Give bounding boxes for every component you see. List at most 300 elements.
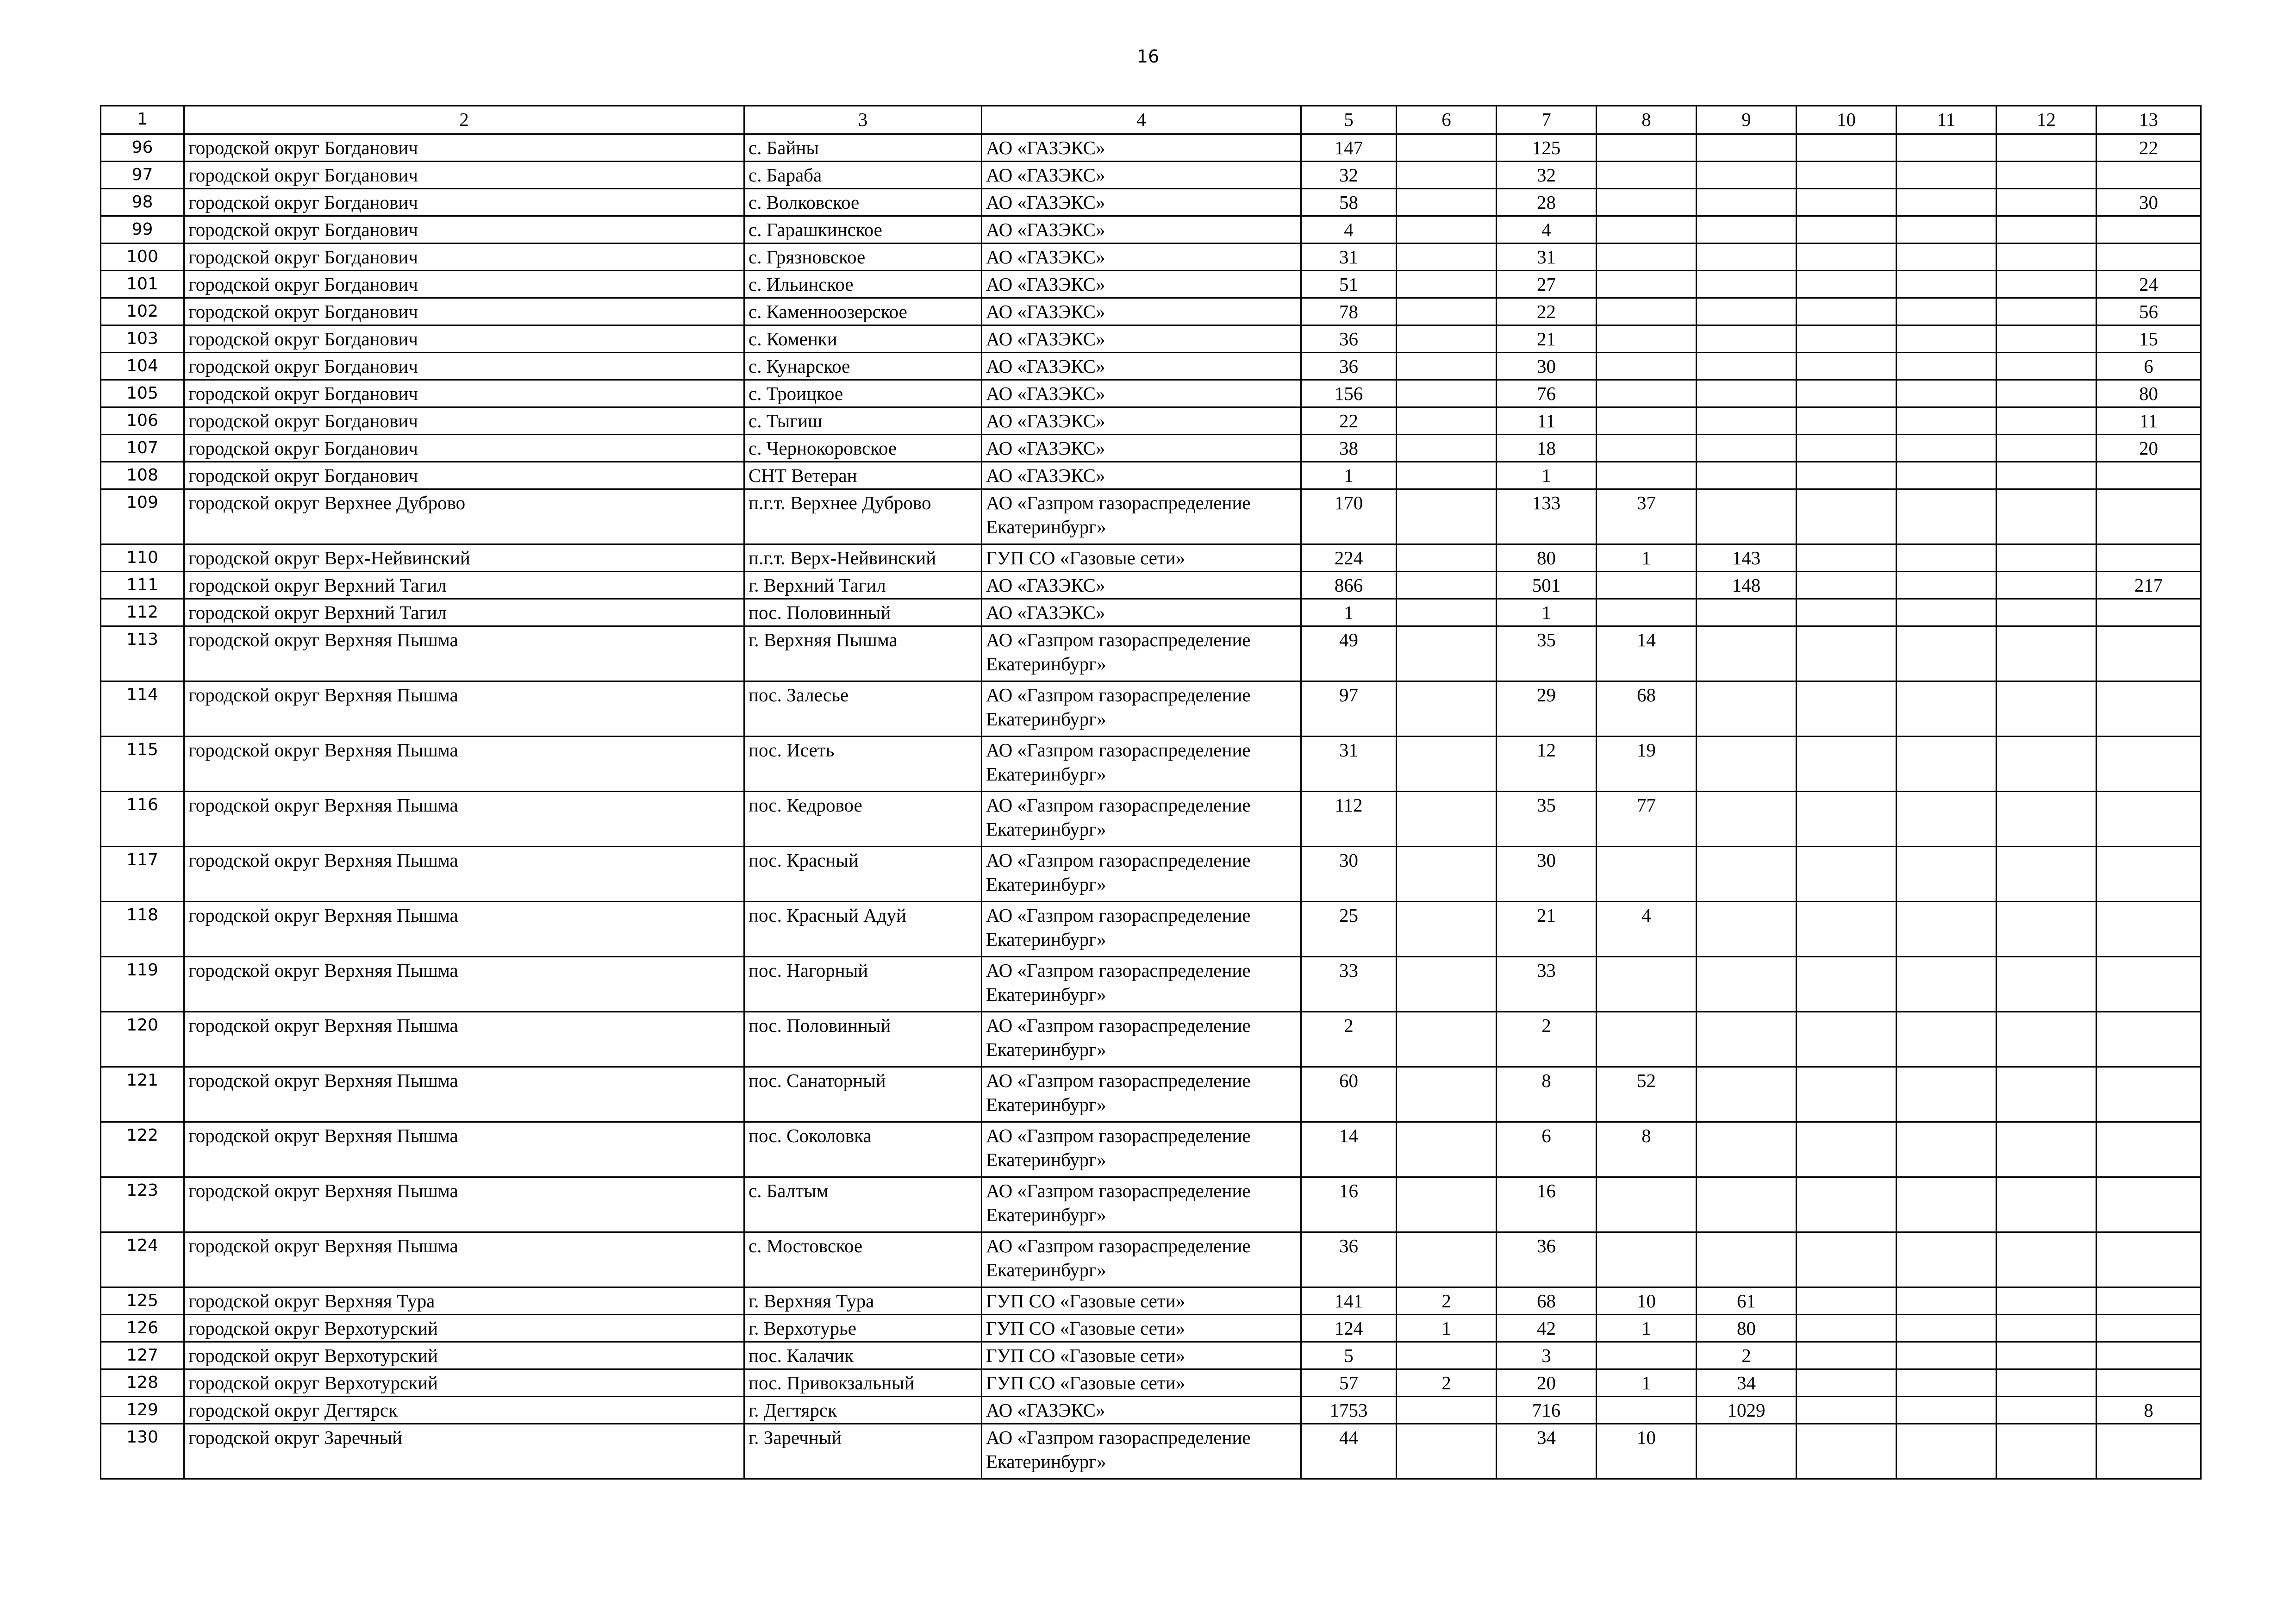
value-cell-col-7: 6 — [1497, 1122, 1597, 1177]
value-cell-col-13: 24 — [2096, 271, 2201, 298]
value-cell-col-12 — [1997, 599, 2096, 626]
value-cell-col-13 — [2096, 1232, 2201, 1287]
value-cell-col-13 — [2096, 244, 2201, 271]
value-cell-col-7: 34 — [1497, 1424, 1597, 1479]
settlement-cell: г. Верхотурье — [744, 1315, 982, 1342]
settlement-cell: с. Байны — [744, 134, 982, 162]
value-cell-col-9: 34 — [1697, 1369, 1797, 1397]
value-cell-col-10 — [1797, 572, 1897, 599]
value-cell-col-10 — [1797, 1067, 1897, 1122]
value-cell-col-5: 31 — [1301, 244, 1397, 271]
column-header: 3 — [744, 106, 982, 134]
table-row — [101, 902, 2201, 957]
organization-cell: АО «ГАЗЭКС» — [982, 271, 1301, 298]
settlement-cell: с. Коменки — [744, 325, 982, 353]
value-cell-col-13 — [2096, 1342, 2201, 1369]
value-cell-col-6 — [1397, 407, 1497, 435]
value-cell-col-12 — [1997, 1397, 2096, 1424]
value-cell-col-10 — [1797, 737, 1897, 792]
value-cell-col-8 — [1597, 1232, 1697, 1287]
organization-cell: АО «Газпром газораспределение Екатеринбург» — [982, 1177, 1301, 1232]
value-cell-col-7: 16 — [1497, 1177, 1597, 1232]
organization-cell: ГУП СО «Газовые сети» — [982, 1315, 1301, 1342]
value-cell-col-12 — [1997, 380, 2096, 407]
value-cell-col-8 — [1597, 244, 1697, 271]
value-cell-col-5: 97 — [1301, 681, 1397, 737]
value-cell-col-6 — [1397, 271, 1497, 298]
value-cell-col-9 — [1697, 271, 1797, 298]
value-cell-col-10 — [1797, 1177, 1897, 1232]
gas-distribution-table — [100, 105, 2202, 1480]
value-cell-col-13 — [2096, 1315, 2201, 1342]
municipality-cell: городской округ Богданович — [184, 189, 744, 216]
row-number: 123 — [101, 1177, 184, 1232]
value-cell-col-8 — [1597, 599, 1697, 626]
value-cell-col-5: 112 — [1301, 792, 1397, 847]
value-cell-col-6: 2 — [1397, 1369, 1497, 1397]
value-cell-col-13 — [2096, 737, 2201, 792]
row-number: 105 — [101, 380, 184, 407]
municipality-cell: городской округ Верхняя Пышма — [184, 1012, 744, 1067]
settlement-cell: пос. Половинный — [744, 1012, 982, 1067]
row-number: 101 — [101, 271, 184, 298]
value-cell-col-7: 33 — [1497, 957, 1597, 1012]
value-cell-col-11 — [1897, 435, 1997, 462]
value-cell-col-12 — [1997, 626, 2096, 681]
value-cell-col-11 — [1897, 271, 1997, 298]
table-row — [101, 626, 2201, 681]
row-number: 125 — [101, 1287, 184, 1315]
organization-cell: АО «ГАЗЭКС» — [982, 189, 1301, 216]
organization-cell: АО «Газпром газораспределение Екатеринбург» — [982, 626, 1301, 681]
value-cell-col-6 — [1397, 216, 1497, 244]
row-number: 100 — [101, 244, 184, 271]
value-cell-col-12 — [1997, 1369, 2096, 1397]
value-cell-col-5: 78 — [1301, 298, 1397, 325]
value-cell-col-8: 10 — [1597, 1424, 1697, 1479]
value-cell-col-7: 76 — [1497, 380, 1597, 407]
value-cell-col-11 — [1897, 957, 1997, 1012]
value-cell-col-9 — [1697, 244, 1797, 271]
value-cell-col-6 — [1397, 1122, 1497, 1177]
settlement-cell: пос. Калачик — [744, 1342, 982, 1369]
value-cell-col-5: 1 — [1301, 462, 1397, 489]
value-cell-col-6 — [1397, 380, 1497, 407]
value-cell-col-9: 148 — [1697, 572, 1797, 599]
municipality-cell: городской округ Богданович — [184, 134, 744, 162]
value-cell-col-7: 35 — [1497, 792, 1597, 847]
value-cell-col-7: 42 — [1497, 1315, 1597, 1342]
municipality-cell: городской округ Дегтярск — [184, 1397, 744, 1424]
settlement-cell: с. Чернокоровское — [744, 435, 982, 462]
value-cell-col-10 — [1797, 462, 1897, 489]
value-cell-col-12 — [1997, 134, 2096, 162]
table-row — [101, 1177, 2201, 1232]
value-cell-col-10 — [1797, 134, 1897, 162]
value-cell-col-13 — [2096, 1067, 2201, 1122]
settlement-cell: пос. Санаторный — [744, 1067, 982, 1122]
settlement-cell: пос. Красный — [744, 847, 982, 902]
value-cell-col-9 — [1697, 353, 1797, 380]
value-cell-col-9: 1029 — [1697, 1397, 1797, 1424]
value-cell-col-10 — [1797, 353, 1897, 380]
organization-cell: АО «ГАЗЭКС» — [982, 298, 1301, 325]
column-header: 11 — [1897, 106, 1997, 134]
row-number: 111 — [101, 572, 184, 599]
value-cell-col-11 — [1897, 1369, 1997, 1397]
value-cell-col-5: 57 — [1301, 1369, 1397, 1397]
table-row — [101, 380, 2201, 407]
value-cell-col-8 — [1597, 1177, 1697, 1232]
value-cell-col-7: 36 — [1497, 1232, 1597, 1287]
municipality-cell: городской округ Заречный — [184, 1424, 744, 1479]
settlement-cell: г. Верхний Тагил — [744, 572, 982, 599]
settlement-cell: с. Балтым — [744, 1177, 982, 1232]
row-number: 107 — [101, 435, 184, 462]
municipality-cell: городской округ Богданович — [184, 353, 744, 380]
value-cell-col-7: 30 — [1497, 353, 1597, 380]
value-cell-col-13 — [2096, 1287, 2201, 1315]
value-cell-col-5: 2 — [1301, 1012, 1397, 1067]
settlement-cell: пос. Половинный — [744, 599, 982, 626]
value-cell-col-12 — [1997, 847, 2096, 902]
table-row — [101, 1369, 2201, 1397]
value-cell-col-6 — [1397, 957, 1497, 1012]
value-cell-col-12 — [1997, 162, 2096, 189]
value-cell-col-13: 217 — [2096, 572, 2201, 599]
page-number: 16 — [1136, 46, 1160, 67]
value-cell-col-13 — [2096, 1424, 2201, 1479]
settlement-cell: пос. Соколовка — [744, 1122, 982, 1177]
value-cell-col-9 — [1697, 1122, 1797, 1177]
value-cell-col-5: 44 — [1301, 1424, 1397, 1479]
value-cell-col-7: 20 — [1497, 1369, 1597, 1397]
value-cell-col-9 — [1697, 325, 1797, 353]
settlement-cell: с. Гарашкинское — [744, 216, 982, 244]
value-cell-col-9 — [1697, 902, 1797, 957]
value-cell-col-7: 4 — [1497, 216, 1597, 244]
municipality-cell: городской округ Верхнее Дуброво — [184, 489, 744, 544]
value-cell-col-11 — [1897, 298, 1997, 325]
value-cell-col-8 — [1597, 1342, 1697, 1369]
table-row — [101, 792, 2201, 847]
row-number: 117 — [101, 847, 184, 902]
header-row — [101, 106, 2201, 134]
value-cell-col-11 — [1897, 1424, 1997, 1479]
municipality-cell: городской округ Богданович — [184, 325, 744, 353]
value-cell-col-7: 18 — [1497, 435, 1597, 462]
value-cell-col-6 — [1397, 489, 1497, 544]
value-cell-col-13 — [2096, 681, 2201, 737]
value-cell-col-5: 49 — [1301, 626, 1397, 681]
value-cell-col-8 — [1597, 134, 1697, 162]
settlement-cell: СНТ Ветеран — [744, 462, 982, 489]
value-cell-col-8: 68 — [1597, 681, 1697, 737]
column-header: 1 — [101, 106, 184, 134]
column-header: 2 — [184, 106, 744, 134]
table-row — [101, 1397, 2201, 1424]
value-cell-col-10 — [1797, 407, 1897, 435]
value-cell-col-10 — [1797, 1122, 1897, 1177]
value-cell-col-12 — [1997, 244, 2096, 271]
table-row — [101, 298, 2201, 325]
value-cell-col-8: 8 — [1597, 1122, 1697, 1177]
value-cell-col-10 — [1797, 1232, 1897, 1287]
table-row — [101, 847, 2201, 902]
value-cell-col-9 — [1697, 957, 1797, 1012]
value-cell-col-11 — [1897, 544, 1997, 572]
value-cell-col-9 — [1697, 1232, 1797, 1287]
value-cell-col-13 — [2096, 216, 2201, 244]
value-cell-col-5: 5 — [1301, 1342, 1397, 1369]
value-cell-col-13: 6 — [2096, 353, 2201, 380]
value-cell-col-11 — [1897, 134, 1997, 162]
value-cell-col-8 — [1597, 1397, 1697, 1424]
value-cell-col-9 — [1697, 1424, 1797, 1479]
municipality-cell: городской округ Верхотурский — [184, 1315, 744, 1342]
value-cell-col-10 — [1797, 1369, 1897, 1397]
value-cell-col-13 — [2096, 599, 2201, 626]
value-cell-col-8: 52 — [1597, 1067, 1697, 1122]
value-cell-col-11 — [1897, 737, 1997, 792]
row-number: 97 — [101, 162, 184, 189]
value-cell-col-5: 60 — [1301, 1067, 1397, 1122]
settlement-cell: г. Дегтярск — [744, 1397, 982, 1424]
organization-cell: АО «Газпром газораспределение Екатеринбург» — [982, 902, 1301, 957]
row-number: 102 — [101, 298, 184, 325]
value-cell-col-10 — [1797, 1342, 1897, 1369]
value-cell-col-7: 21 — [1497, 902, 1597, 957]
value-cell-col-10 — [1797, 489, 1897, 544]
value-cell-col-8 — [1597, 325, 1697, 353]
value-cell-col-5: 1753 — [1301, 1397, 1397, 1424]
value-cell-col-11 — [1897, 1287, 1997, 1315]
municipality-cell: городской округ Богданович — [184, 435, 744, 462]
value-cell-col-7: 35 — [1497, 626, 1597, 681]
value-cell-col-7: 3 — [1497, 1342, 1597, 1369]
organization-cell: АО «Газпром газораспределение Екатеринбург» — [982, 737, 1301, 792]
value-cell-col-13: 22 — [2096, 134, 2201, 162]
value-cell-col-13 — [2096, 792, 2201, 847]
municipality-cell: городской округ Верх-Нейвинский — [184, 544, 744, 572]
organization-cell: АО «Газпром газораспределение Екатеринбург» — [982, 957, 1301, 1012]
organization-cell: АО «Газпром газораспределение Екатеринбург» — [982, 1012, 1301, 1067]
value-cell-col-9 — [1697, 1177, 1797, 1232]
value-cell-col-9 — [1697, 737, 1797, 792]
organization-cell: АО «ГАЗЭКС» — [982, 216, 1301, 244]
value-cell-col-12 — [1997, 489, 2096, 544]
value-cell-col-6 — [1397, 902, 1497, 957]
organization-cell: АО «Газпром газораспределение Екатеринбург» — [982, 1424, 1301, 1479]
municipality-cell: городской округ Богданович — [184, 162, 744, 189]
value-cell-col-11 — [1897, 1232, 1997, 1287]
value-cell-col-12 — [1997, 1424, 2096, 1479]
value-cell-col-6 — [1397, 325, 1497, 353]
value-cell-col-5: 866 — [1301, 572, 1397, 599]
value-cell-col-9 — [1697, 162, 1797, 189]
value-cell-col-8 — [1597, 1012, 1697, 1067]
value-cell-col-11 — [1897, 489, 1997, 544]
row-number: 118 — [101, 902, 184, 957]
value-cell-col-7: 31 — [1497, 244, 1597, 271]
value-cell-col-10 — [1797, 1012, 1897, 1067]
organization-cell: АО «ГАЗЭКС» — [982, 134, 1301, 162]
value-cell-col-5: 36 — [1301, 325, 1397, 353]
value-cell-col-10 — [1797, 626, 1897, 681]
value-cell-col-10 — [1797, 599, 1897, 626]
value-cell-col-7: 12 — [1497, 737, 1597, 792]
settlement-cell: пос. Залесье — [744, 681, 982, 737]
value-cell-col-11 — [1897, 380, 1997, 407]
table-row — [101, 1067, 2201, 1122]
value-cell-col-12 — [1997, 462, 2096, 489]
value-cell-col-7: 8 — [1497, 1067, 1597, 1122]
value-cell-col-6 — [1397, 462, 1497, 489]
value-cell-col-6 — [1397, 1342, 1497, 1369]
value-cell-col-12 — [1997, 407, 2096, 435]
value-cell-col-6 — [1397, 162, 1497, 189]
value-cell-col-12 — [1997, 1012, 2096, 1067]
settlement-cell: с. Мостовское — [744, 1232, 982, 1287]
row-number: 109 — [101, 489, 184, 544]
value-cell-col-11 — [1897, 1342, 1997, 1369]
municipality-cell: городской округ Верхняя Пышма — [184, 957, 744, 1012]
value-cell-col-10 — [1797, 162, 1897, 189]
municipality-cell: городской округ Верхняя Пышма — [184, 737, 744, 792]
row-number: 113 — [101, 626, 184, 681]
value-cell-col-9: 2 — [1697, 1342, 1797, 1369]
table-row — [101, 162, 2201, 189]
table-row — [101, 325, 2201, 353]
column-header: 8 — [1597, 106, 1697, 134]
value-cell-col-12 — [1997, 544, 2096, 572]
value-cell-col-6 — [1397, 1067, 1497, 1122]
value-cell-col-9 — [1697, 380, 1797, 407]
value-cell-col-8 — [1597, 298, 1697, 325]
table-row — [101, 462, 2201, 489]
value-cell-col-7: 501 — [1497, 572, 1597, 599]
settlement-cell: с. Тыгиш — [744, 407, 982, 435]
value-cell-col-8: 37 — [1597, 489, 1697, 544]
value-cell-col-11 — [1897, 1397, 1997, 1424]
value-cell-col-12 — [1997, 189, 2096, 216]
row-number: 130 — [101, 1424, 184, 1479]
value-cell-col-11 — [1897, 572, 1997, 599]
table-row — [101, 1424, 2201, 1479]
row-number: 129 — [101, 1397, 184, 1424]
table-row — [101, 1232, 2201, 1287]
value-cell-col-10 — [1797, 216, 1897, 244]
value-cell-col-8: 10 — [1597, 1287, 1697, 1315]
organization-cell: АО «ГАЗЭКС» — [982, 353, 1301, 380]
organization-cell: АО «Газпром газораспределение Екатеринбург» — [982, 1067, 1301, 1122]
value-cell-col-7: 27 — [1497, 271, 1597, 298]
organization-cell: АО «Газпром газораспределение Екатеринбург» — [982, 792, 1301, 847]
settlement-cell: п.г.т. Верхнее Дуброво — [744, 489, 982, 544]
value-cell-col-13 — [2096, 462, 2201, 489]
value-cell-col-7: 2 — [1497, 1012, 1597, 1067]
value-cell-col-6 — [1397, 353, 1497, 380]
value-cell-col-10 — [1797, 544, 1897, 572]
value-cell-col-6 — [1397, 599, 1497, 626]
settlement-cell: г. Верхняя Пышма — [744, 626, 982, 681]
value-cell-col-5: 32 — [1301, 162, 1397, 189]
municipality-cell: городской округ Верхний Тагил — [184, 599, 744, 626]
table-row — [101, 189, 2201, 216]
value-cell-col-11 — [1897, 792, 1997, 847]
value-cell-col-13: 30 — [2096, 189, 2201, 216]
value-cell-col-10 — [1797, 1315, 1897, 1342]
organization-cell: ГУП СО «Газовые сети» — [982, 1369, 1301, 1397]
value-cell-col-5: 31 — [1301, 737, 1397, 792]
row-number: 104 — [101, 353, 184, 380]
municipality-cell: городской округ Богданович — [184, 380, 744, 407]
value-cell-col-13 — [2096, 847, 2201, 902]
table-row — [101, 489, 2201, 544]
municipality-cell: городской округ Богданович — [184, 271, 744, 298]
value-cell-col-5: 58 — [1301, 189, 1397, 216]
value-cell-col-10 — [1797, 847, 1897, 902]
value-cell-col-13 — [2096, 1012, 2201, 1067]
value-cell-col-11 — [1897, 902, 1997, 957]
value-cell-col-9 — [1697, 435, 1797, 462]
value-cell-col-10 — [1797, 298, 1897, 325]
value-cell-col-5: 36 — [1301, 1232, 1397, 1287]
column-header: 9 — [1697, 106, 1797, 134]
table-row — [101, 1342, 2201, 1369]
table-row — [101, 216, 2201, 244]
column-header: 10 — [1797, 106, 1897, 134]
value-cell-col-6 — [1397, 681, 1497, 737]
value-cell-col-8 — [1597, 271, 1697, 298]
organization-cell: АО «Газпром газораспределение Екатеринбург» — [982, 847, 1301, 902]
municipality-cell: городской округ Верхняя Пышма — [184, 1177, 744, 1232]
value-cell-col-9 — [1697, 1067, 1797, 1122]
table-row — [101, 1287, 2201, 1315]
value-cell-col-6 — [1397, 189, 1497, 216]
municipality-cell: городской округ Верхняя Пышма — [184, 1122, 744, 1177]
value-cell-col-8 — [1597, 847, 1697, 902]
value-cell-col-12 — [1997, 1122, 2096, 1177]
organization-cell: АО «ГАЗЭКС» — [982, 325, 1301, 353]
settlement-cell: с. Волковское — [744, 189, 982, 216]
value-cell-col-12 — [1997, 353, 2096, 380]
value-cell-col-13: 8 — [2096, 1397, 2201, 1424]
value-cell-col-11 — [1897, 1067, 1997, 1122]
value-cell-col-13 — [2096, 162, 2201, 189]
municipality-cell: городской округ Богданович — [184, 244, 744, 271]
municipality-cell: городской округ Верхотурский — [184, 1342, 744, 1369]
value-cell-col-7: 1 — [1497, 462, 1597, 489]
organization-cell: АО «Газпром газораспределение Екатеринбург» — [982, 1122, 1301, 1177]
settlement-cell: с. Ильинское — [744, 271, 982, 298]
value-cell-col-6 — [1397, 244, 1497, 271]
value-cell-col-8 — [1597, 572, 1697, 599]
municipality-cell: городской округ Богданович — [184, 216, 744, 244]
value-cell-col-9 — [1697, 216, 1797, 244]
value-cell-col-8 — [1597, 957, 1697, 1012]
row-number: 122 — [101, 1122, 184, 1177]
value-cell-col-11 — [1897, 1177, 1997, 1232]
value-cell-col-6 — [1397, 626, 1497, 681]
value-cell-col-12 — [1997, 1315, 2096, 1342]
value-cell-col-7: 80 — [1497, 544, 1597, 572]
municipality-cell: городской округ Верхняя Тура — [184, 1287, 744, 1315]
municipality-cell: городской округ Верхняя Пышма — [184, 1067, 744, 1122]
column-header: 12 — [1997, 106, 2096, 134]
value-cell-col-12 — [1997, 681, 2096, 737]
value-cell-col-10 — [1797, 902, 1897, 957]
